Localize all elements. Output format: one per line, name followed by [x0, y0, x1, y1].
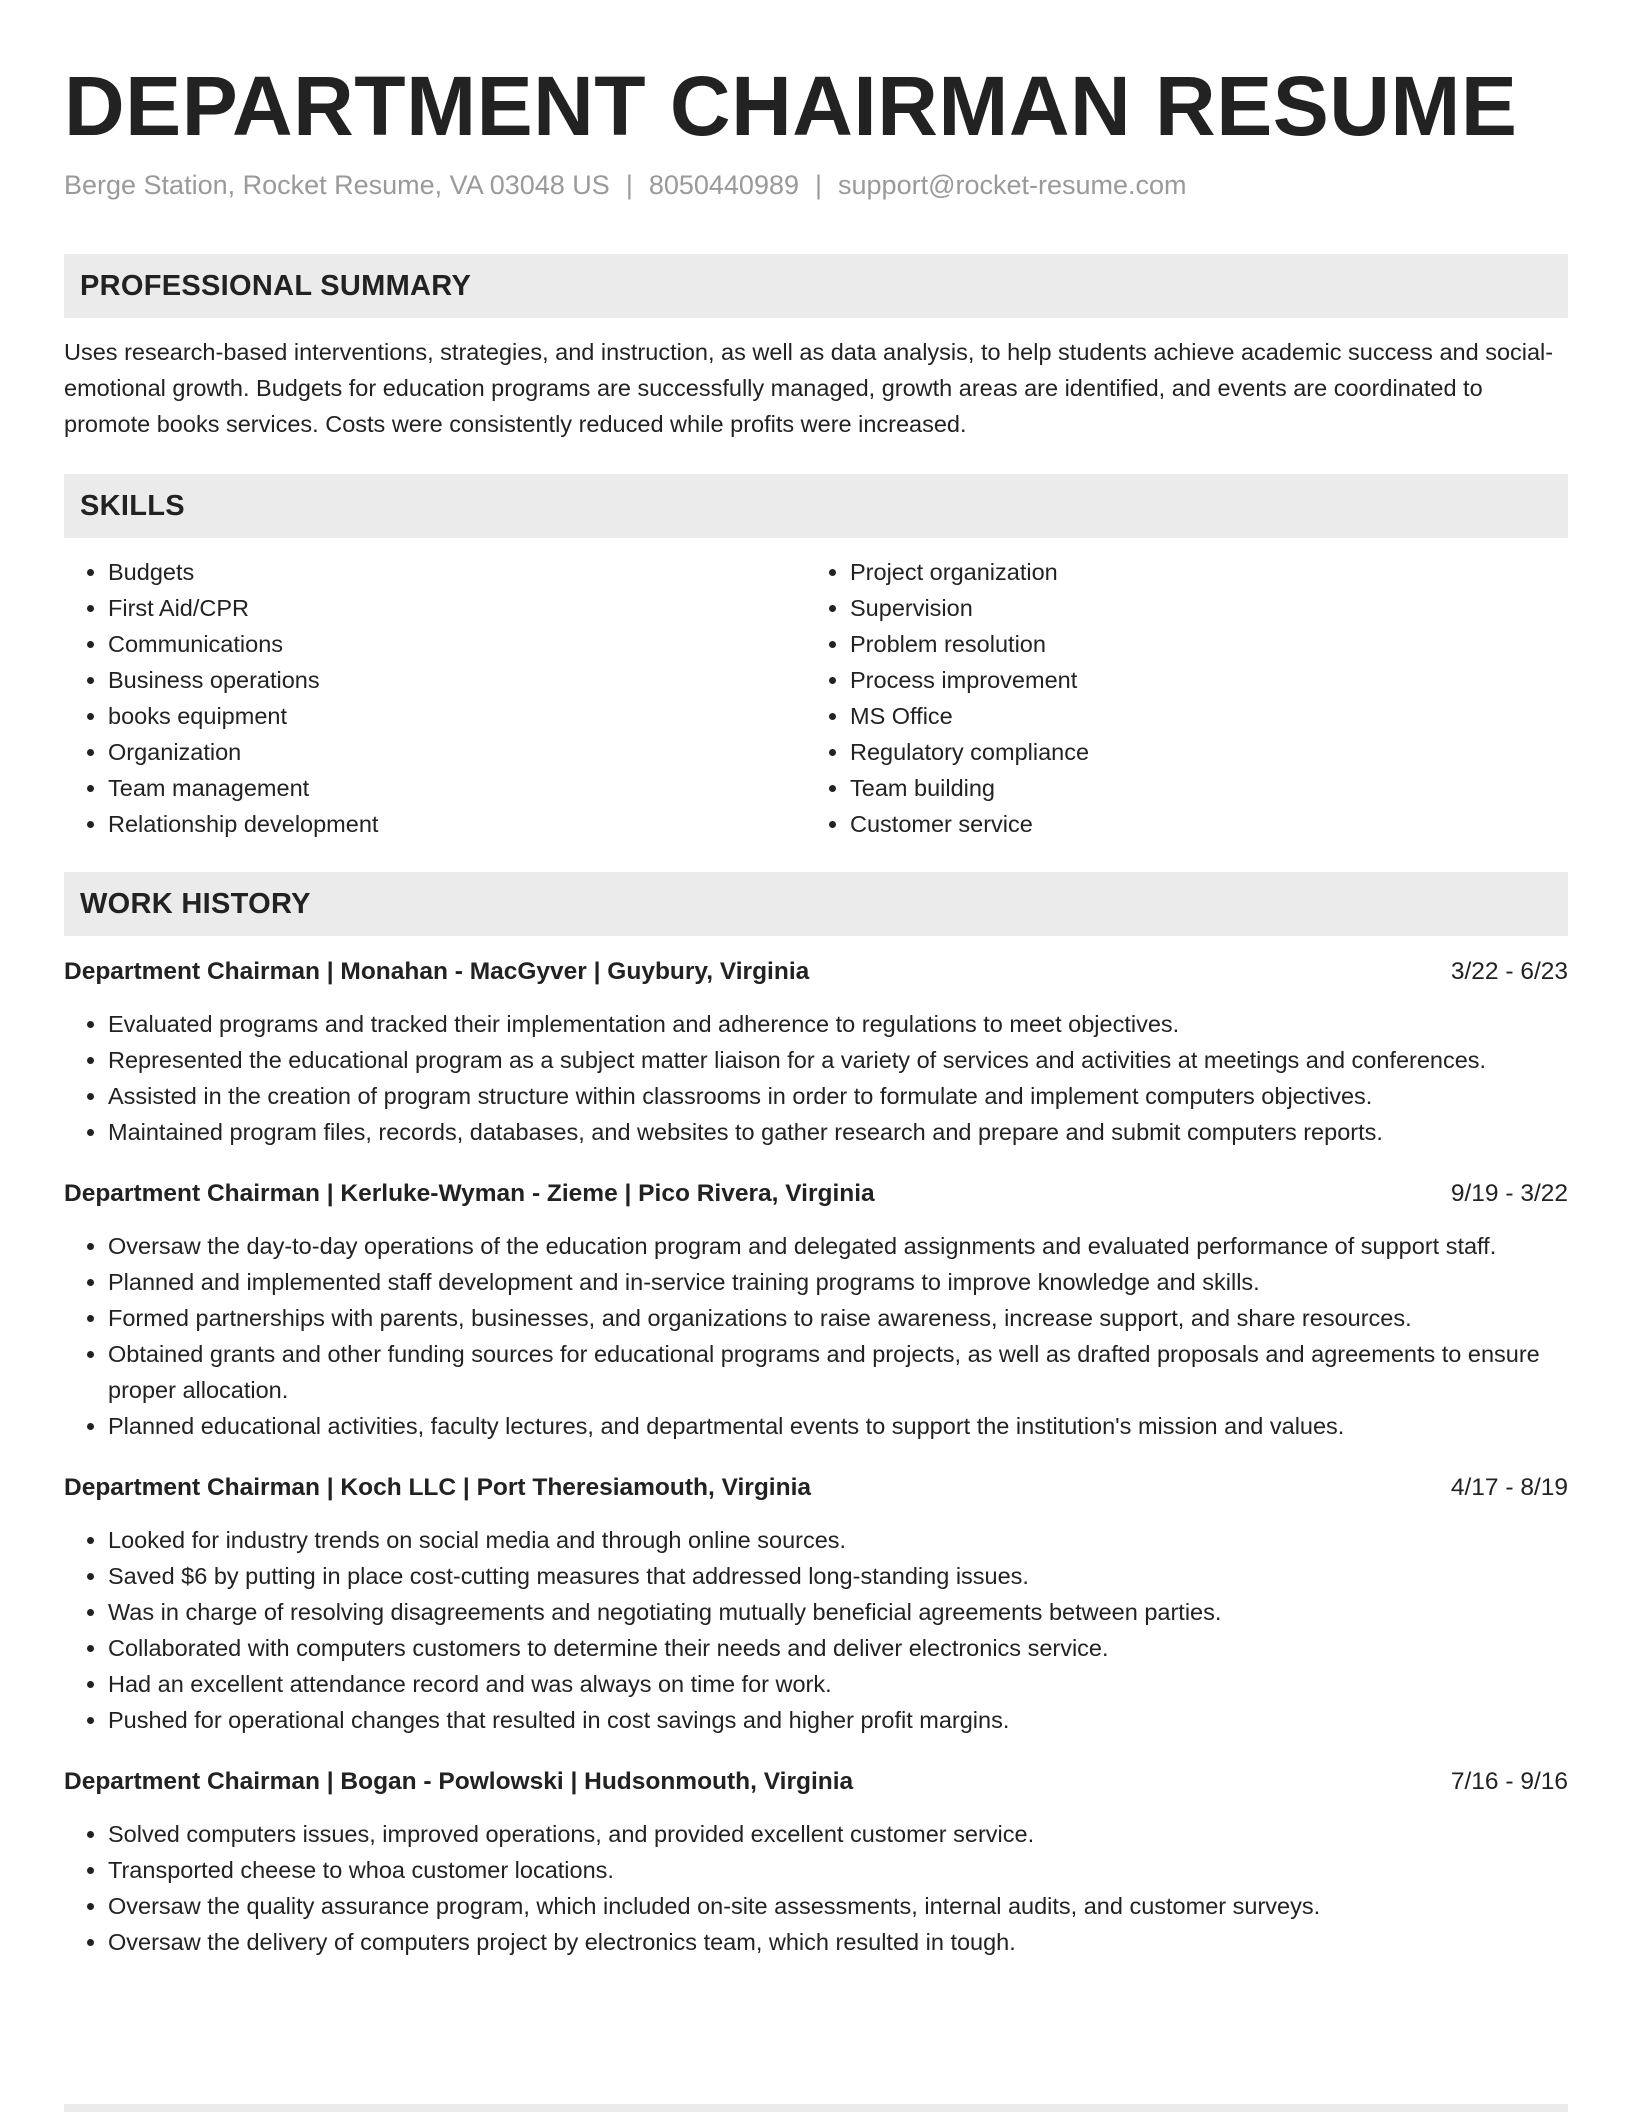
skill-item: • MS Office — [850, 698, 1548, 734]
job-bullet: • Solved computers issues, improved operations, and provided excellent customer service. — [108, 1816, 1568, 1852]
skills-column-right — [806, 554, 1548, 842]
skills-column-left — [64, 554, 806, 842]
job-header — [64, 1176, 1568, 1212]
work-history-heading: WORK HISTORY — [64, 872, 1568, 936]
job-bullet: • Saved $6 by putting in place cost-cutting measures that addressed long-standing issues. — [108, 1558, 1568, 1594]
job-header — [64, 954, 1568, 990]
job-title: Department Chairman | Monahan - MacGyver | Guybury, Virginia — [64, 958, 810, 985]
job-dates: 4/17 - 8/19 — [1450, 1474, 1568, 1501]
skill-item: • Project organization — [850, 554, 1548, 590]
job-bullet: • Looked for industry trends on social media and through online sources. — [108, 1522, 1568, 1558]
skill-item: • Regulatory compliance — [850, 734, 1548, 770]
job-bullet: • Transported cheese to whoa customer locations. — [108, 1852, 1568, 1888]
job-entry — [64, 1176, 1568, 1444]
job-bullet: • Was in charge of resolving disagreements and negotiating mutually beneficial agreements between parties. — [108, 1594, 1568, 1630]
job-bullet: • Oversaw the quality assurance program, which included on-site assessments, internal audits, and customer surveys. — [108, 1888, 1568, 1924]
job-entry — [64, 1764, 1568, 1960]
job-bullet: • Oversaw the delivery of computers project by electronics team, which resulted in tough. — [108, 1924, 1568, 1960]
contact-phone: 8050440989 — [648, 170, 799, 200]
job-bullets — [64, 1522, 1568, 1738]
skill-item: • Problem resolution — [850, 626, 1548, 662]
skill-item: • Customer service — [850, 806, 1548, 842]
job-bullet: • Planned and implemented staff development and in-service training programs to improve knowledge and skills. — [108, 1264, 1568, 1300]
summary-text: Uses research-based interventions, strategies, and instruction, as well as data analysis, to help students achieve academic success and social-emotional growth. Budgets for education programs are successfully managed, growth areas are identified, and events are coordinated to promote books services. Costs were consistently reduced while profits were increased. — [64, 339, 1554, 437]
job-header — [64, 1764, 1568, 1800]
skill-item: • Supervision — [850, 590, 1548, 626]
job-bullet: • Evaluated programs and tracked their implementation and adherence to regulations to meet objectives. — [108, 1006, 1568, 1042]
skills-list — [64, 554, 1568, 842]
job-bullet: • Represented the educational program as a subject matter liaison for a variety of services and activities at meetings and conferences. — [108, 1042, 1568, 1078]
skill-item: • books equipment — [108, 698, 806, 734]
skill-item: • First Aid/CPR — [108, 590, 806, 626]
resume-title: DEPARTMENT CHAIRMAN RESUME — [64, 59, 1518, 153]
job-dates: 9/19 - 3/22 — [1450, 1180, 1568, 1207]
skill-item: • Communications — [108, 626, 806, 662]
job-title: Department Chairman | Bogan - Powlowski | Hudsonmouth, Virginia — [64, 1768, 854, 1795]
summary-heading: PROFESSIONAL SUMMARY — [64, 254, 1568, 318]
job-bullet: • Planned educational activities, faculty lectures, and departmental events to support the institution's mission and values. — [108, 1408, 1568, 1444]
job-bullet: • Maintained program files, records, databases, and websites to gather research and prepare and submit computers reports. — [108, 1114, 1568, 1150]
contact-email: support@rocket-resume.com — [838, 170, 1187, 200]
skill-item: • Business operations — [108, 662, 806, 698]
resume-page — [64, 0, 1568, 1960]
job-dates: 7/16 - 9/16 — [1450, 1768, 1568, 1795]
skill-item: • Team management — [108, 770, 806, 806]
job-bullet: • Obtained grants and other funding sources for educational programs and projects, as well as drafted proposals and agreements to ensure proper allocation. — [108, 1336, 1568, 1408]
job-bullet: • Had an excellent attendance record and was always on time for work. — [108, 1666, 1568, 1702]
skill-item: • Relationship development — [108, 806, 806, 842]
job-bullet: • Formed partnerships with parents, businesses, and organizations to raise awareness, increase support, and share resources. — [108, 1300, 1568, 1336]
skill-item: • Team building — [850, 770, 1548, 806]
job-bullet: • Assisted in the creation of program structure within classrooms in order to formulate and implement computers objectives. — [108, 1078, 1568, 1114]
skills-heading: SKILLS — [64, 474, 1568, 538]
contact-separator: | — [625, 170, 633, 200]
contact-address: Berge Station, Rocket Resume, VA 03048 US — [64, 170, 610, 200]
skill-item: • Process improvement — [850, 662, 1548, 698]
job-entry — [64, 954, 1568, 1150]
job-dates: 3/22 - 6/23 — [1450, 958, 1568, 985]
job-bullets — [64, 1228, 1568, 1444]
job-entry — [64, 1470, 1568, 1738]
job-header — [64, 1470, 1568, 1506]
job-title: Department Chairman | Kerluke-Wyman - Zieme | Pico Rivera, Virginia — [64, 1180, 875, 1207]
job-bullets — [64, 1006, 1568, 1150]
job-bullet: • Collaborated with computers customers to determine their needs and deliver electronics service. — [108, 1630, 1568, 1666]
job-title: Department Chairman | Koch LLC | Port Theresiamouth, Virginia — [64, 1474, 812, 1501]
contact-line — [64, 168, 1568, 202]
skill-item: • Budgets — [108, 554, 806, 590]
contact-separator: | — [815, 170, 823, 200]
job-bullet: • Pushed for operational changes that resulted in cost savings and higher profit margins. — [108, 1702, 1568, 1738]
job-bullets — [64, 1816, 1568, 1960]
next-section-bar — [64, 2104, 1568, 2112]
job-bullet: • Oversaw the day-to-day operations of the education program and delegated assignments and evaluated performance of support staff. — [108, 1228, 1568, 1264]
skill-item: • Organization — [108, 734, 806, 770]
